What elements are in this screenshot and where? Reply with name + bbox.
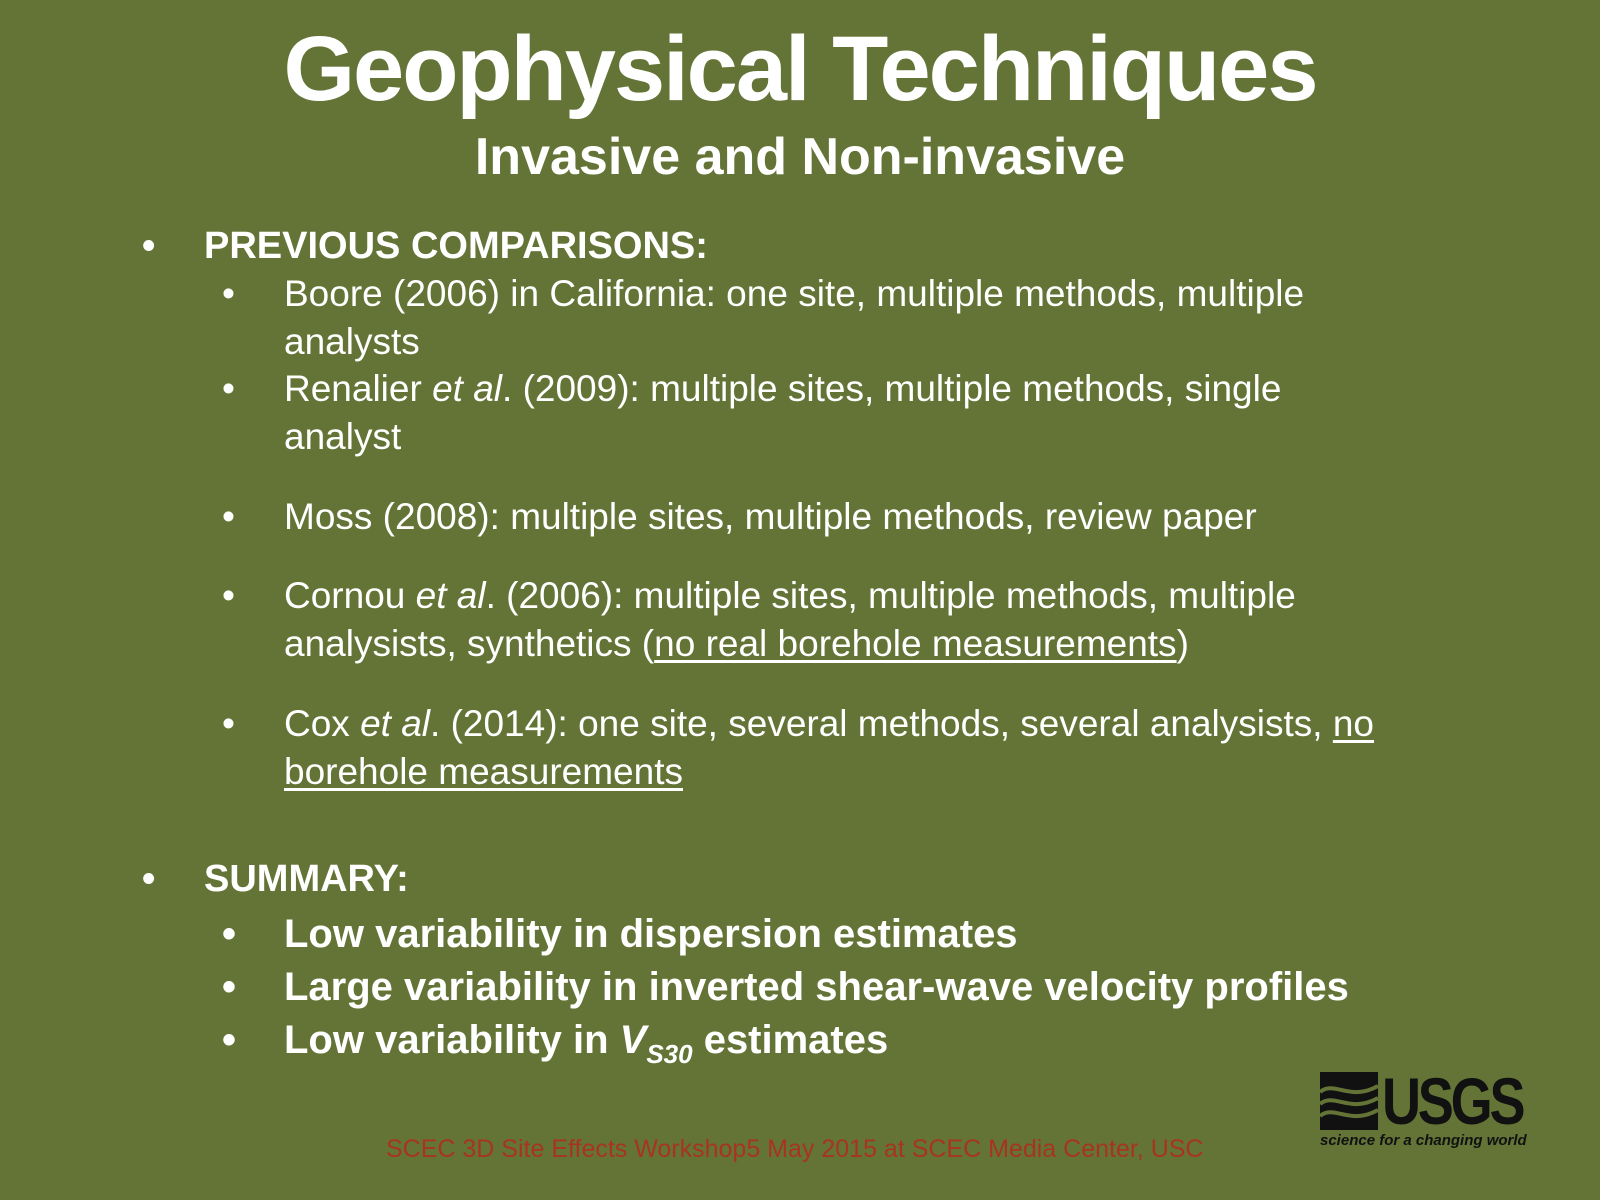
bullet-dot: •: [222, 1018, 237, 1062]
bullet-dot: •: [222, 496, 235, 537]
slide-subtitle: Invasive and Non-invasive: [474, 128, 1126, 186]
list-item-text: Renalier et al. (2009): multiple sites, multiple methods, single analyst: [284, 368, 1282, 457]
bullet-dot: •: [222, 368, 235, 409]
bullet-dot: •: [222, 912, 237, 956]
heading-text: PREVIOUS COMPARISONS:: [204, 225, 708, 267]
usgs-wave-icon: [1320, 1072, 1378, 1130]
bullet-dot: •: [142, 225, 156, 267]
bullet-dot: •: [222, 703, 235, 744]
summary-item-text: Large variability in inverted shear-wave velocity profiles: [284, 965, 1349, 1009]
list-item-text: Boore (2006) in California: one site, multiple methods, multiple analysts: [284, 273, 1305, 362]
usgs-tagline: science for a changing world: [1320, 1132, 1527, 1149]
bullet-dot: •: [222, 575, 235, 616]
usgs-wordmark: USGS: [1382, 1064, 1523, 1138]
list-item-text: Cornou et al. (2006): multiple sites, multiple methods, multiple analysists, synthetics (no real borehole measurements): [284, 575, 1296, 664]
list-item-text: Moss (2008): multiple sites, multiple methods, review paper: [284, 496, 1257, 537]
heading-text: SUMMARY:: [204, 858, 409, 900]
usgs-logo: [1318, 1064, 1538, 1152]
slide-title: Geophysical Techniques: [283, 18, 1317, 120]
bullet-dot: •: [222, 965, 237, 1009]
summary-item-text: Low variability in $V_{S30}$ estimates: [284, 1018, 889, 1069]
summary-item-text: Low variability in dispersion estimates: [284, 912, 1018, 956]
footer-text: SCEC 3D Site Effects Workshop5 May 2015 at SCEC Media Center, USC: [386, 1135, 1204, 1163]
bullet-dot: •: [222, 273, 235, 314]
list-item-text: Cox et al. (2014): one site, several methods, several analysists, no borehole measurements: [284, 703, 1374, 792]
bullet-dot: •: [142, 858, 156, 900]
